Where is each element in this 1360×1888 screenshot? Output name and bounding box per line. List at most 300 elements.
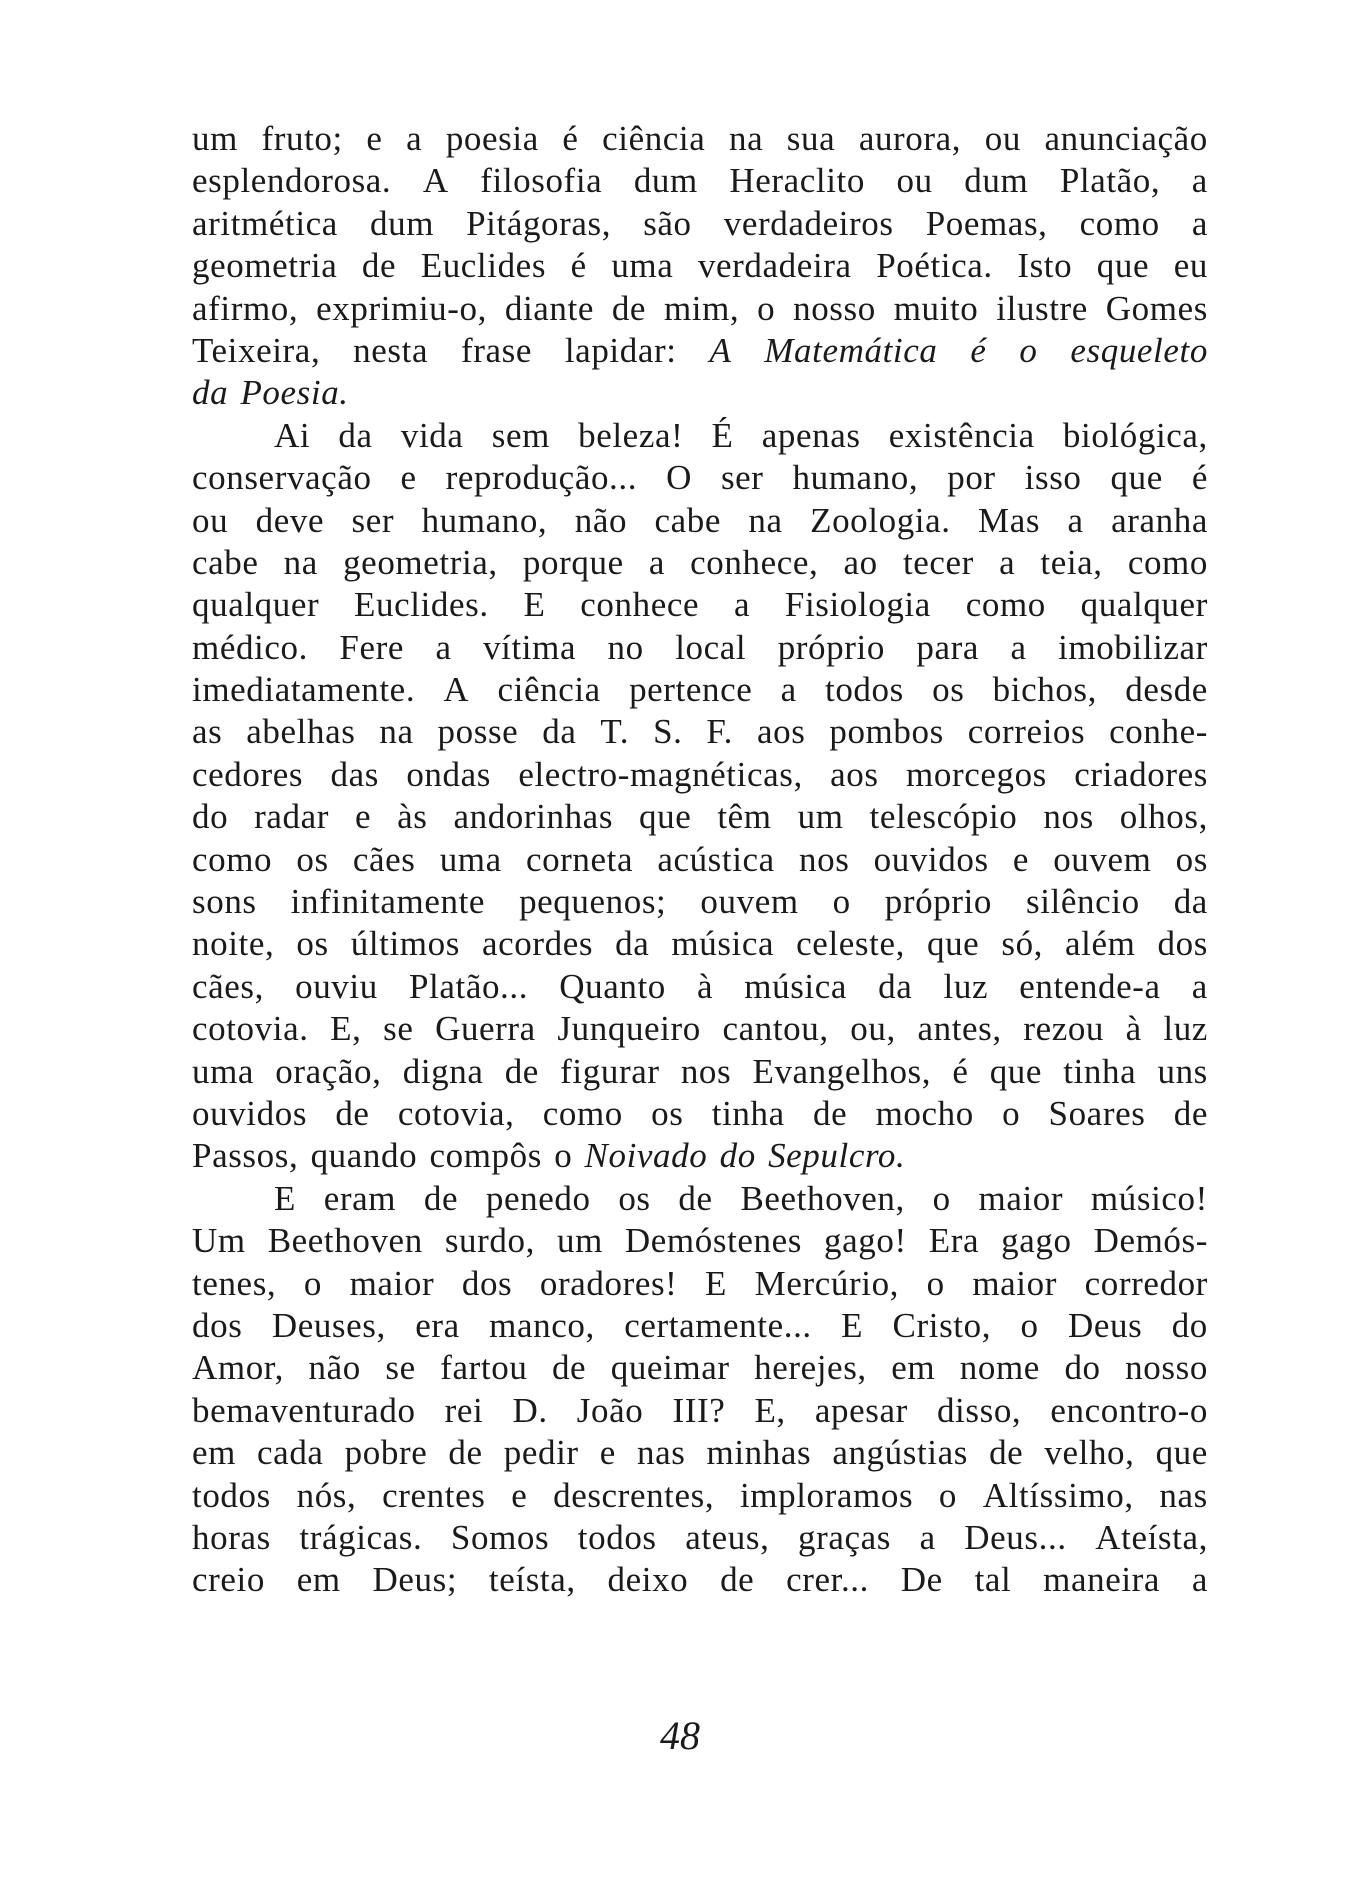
text-line: [192, 1178, 1208, 1220]
word: a: [1191, 1560, 1208, 1600]
word: de: [551, 1348, 587, 1388]
word: criadores: [1074, 754, 1208, 794]
word: para: [916, 627, 980, 667]
word: desde: [1125, 670, 1208, 710]
word: ciência: [497, 670, 601, 710]
word: o: [554, 1136, 573, 1176]
word: aranha: [1111, 500, 1208, 540]
word: celeste,: [796, 924, 905, 964]
word: esplendorosa.: [192, 161, 392, 201]
word: é: [562, 119, 579, 158]
word: geometria,: [343, 542, 498, 582]
word: Demós-: [1093, 1221, 1208, 1261]
word: as: [192, 712, 223, 752]
word: nosso: [1125, 1348, 1208, 1388]
word: conservação: [192, 458, 372, 498]
word: Poemas,: [925, 203, 1048, 243]
word: certamente...: [624, 1305, 812, 1345]
word: que: [1155, 1433, 1208, 1473]
text-line: [192, 923, 1208, 965]
word: um: [192, 119, 238, 158]
word: creio: [192, 1560, 265, 1600]
word: na: [283, 542, 318, 582]
word: D.: [512, 1390, 548, 1430]
word: pedir: [503, 1433, 579, 1473]
text-line: [192, 584, 1208, 626]
word: electro-magnéticas,: [518, 754, 803, 794]
word: penedo: [485, 1178, 591, 1218]
word: qualquer: [1080, 585, 1208, 625]
word: conhe-: [1109, 712, 1208, 752]
word: nosso: [793, 288, 876, 328]
word: pertence: [629, 670, 753, 710]
word: E,: [330, 1009, 362, 1049]
word: encontro-o: [1050, 1390, 1208, 1430]
word: conhece,: [690, 542, 819, 582]
word: o: [926, 1263, 945, 1303]
word: ser: [351, 500, 395, 540]
word: figurar: [560, 1051, 660, 1091]
word: maior: [972, 1263, 1057, 1303]
text-line: [192, 1475, 1208, 1517]
page-number: 48: [660, 1713, 700, 1758]
text-line: [192, 1263, 1208, 1305]
word: ouvem: [700, 882, 799, 922]
word: frase: [460, 330, 532, 370]
word: dos: [1157, 924, 1208, 964]
word: de: [989, 1433, 1024, 1473]
word: velho,: [1044, 1433, 1135, 1473]
word: cães: [352, 839, 416, 879]
word: é: [970, 330, 987, 370]
body-text: [192, 118, 1208, 1602]
word: poesia: [445, 119, 539, 158]
word: como: [542, 1093, 623, 1133]
word: não: [308, 1348, 361, 1388]
word: humano,: [792, 458, 919, 498]
word: apenas: [761, 415, 861, 455]
word: dum: [633, 161, 698, 201]
word: como: [1127, 542, 1208, 582]
word: E: [841, 1305, 864, 1345]
word: Deus: [1067, 1305, 1143, 1345]
word: a: [1010, 627, 1027, 667]
word: nas: [636, 1433, 686, 1473]
word: a: [780, 670, 797, 710]
word: da: [542, 712, 577, 752]
word: além: [1065, 924, 1136, 964]
word: queimar: [610, 1348, 730, 1388]
word: Beethoven: [267, 1221, 423, 1261]
word: gago: [1001, 1221, 1072, 1261]
word: dum: [370, 203, 435, 243]
word: de: [361, 246, 397, 286]
word: era: [415, 1305, 460, 1345]
word: disso,: [936, 1390, 1022, 1430]
word: a: [1191, 966, 1208, 1006]
word: Cristo,: [892, 1305, 992, 1345]
text-line: [192, 1135, 1208, 1177]
word: antes,: [917, 1009, 1002, 1049]
word: entende-a: [1019, 966, 1161, 1006]
text-line: [192, 881, 1208, 923]
word: dos: [192, 1305, 243, 1345]
word: dum: [964, 161, 1029, 201]
word: O: [666, 458, 692, 498]
word: música: [671, 924, 775, 964]
word: que: [926, 924, 980, 964]
word: ondas: [406, 754, 491, 794]
word: como: [1079, 203, 1160, 243]
word: de: [448, 1433, 483, 1473]
word: teísta,: [488, 1560, 576, 1600]
word: cotovia,: [397, 1093, 515, 1133]
word: biológica,: [1062, 415, 1208, 455]
word: cedores: [192, 754, 304, 794]
text-line: [192, 288, 1208, 330]
word: cães,: [192, 966, 264, 1006]
word: uma: [192, 1051, 255, 1091]
word: Isto: [1017, 246, 1073, 286]
word: uma: [439, 839, 502, 879]
word: gago!: [824, 1221, 907, 1261]
word: S.: [653, 712, 683, 752]
word: Noivado: [584, 1136, 708, 1176]
word: a: [919, 1517, 936, 1557]
word: que: [989, 1051, 1043, 1091]
word: afirmo,: [192, 288, 299, 328]
word: como: [192, 839, 273, 879]
word: é: [952, 1051, 969, 1091]
word: Deus...: [964, 1517, 1067, 1557]
word: na: [728, 119, 764, 158]
word: Evangelhos,: [752, 1051, 932, 1091]
word: se: [385, 1348, 416, 1388]
word: dos: [461, 1263, 513, 1303]
word: tecer: [902, 542, 974, 582]
word: ou: [984, 119, 1021, 158]
word: verdadeiros: [723, 203, 894, 243]
word: E: [705, 1263, 728, 1303]
word: da: [878, 966, 913, 1006]
text-line: [192, 1305, 1208, 1347]
text-line: [192, 1220, 1208, 1262]
word: ouvem: [1053, 839, 1152, 879]
word: qualquer: [192, 585, 320, 625]
word: fartou: [440, 1348, 528, 1388]
word: diante: [504, 288, 594, 328]
word: teia,: [1040, 542, 1103, 582]
word: e: [599, 1433, 616, 1473]
word: na: [379, 712, 414, 752]
word: Amor,: [192, 1348, 285, 1388]
text-line: [192, 796, 1208, 838]
word: aritmética: [192, 203, 338, 243]
word: Beethoven,: [740, 1178, 905, 1218]
word: Mas: [978, 500, 1041, 540]
word: apesar: [814, 1390, 908, 1430]
word: Fere: [339, 627, 405, 667]
word: noite,: [192, 924, 275, 964]
text-line: [192, 1093, 1208, 1135]
word: à: [697, 966, 714, 1006]
word: um: [797, 797, 844, 837]
word: exprimiu-o,: [316, 288, 487, 328]
word: o: [1002, 1093, 1021, 1133]
word: e: [355, 797, 372, 837]
word: Guerra: [435, 1009, 536, 1049]
word: Demóstenes: [624, 1221, 802, 1261]
word: crentes: [382, 1475, 486, 1515]
word: conhece: [580, 585, 700, 625]
word: em: [192, 1433, 236, 1473]
word: vida: [400, 415, 464, 455]
word: o: [832, 882, 851, 922]
word: por: [947, 458, 996, 498]
word: horas: [192, 1517, 271, 1557]
word: e: [1012, 839, 1029, 879]
word: da: [1173, 882, 1208, 922]
word: bemaventurado: [192, 1390, 416, 1430]
text-line: [192, 457, 1208, 499]
word: ouvidos: [873, 839, 989, 879]
word: e: [400, 458, 417, 498]
word: verdadeira: [697, 246, 852, 286]
word: corneta: [525, 839, 634, 879]
text-line: [192, 966, 1208, 1008]
word: ouviu: [295, 966, 378, 1006]
word: o: [1020, 1305, 1039, 1345]
word: Matemática: [764, 330, 938, 370]
word: Gomes: [1105, 288, 1208, 328]
word: nas: [1159, 1475, 1208, 1515]
word: do: [1171, 1305, 1208, 1345]
word: Sepulcro.: [768, 1136, 906, 1176]
word: quando: [310, 1136, 418, 1176]
word: de: [423, 1178, 459, 1218]
word: Poesia.: [240, 373, 349, 413]
word: beleza!: [578, 415, 684, 455]
text-line: [192, 1559, 1208, 1601]
word: ao: [843, 542, 878, 582]
word: angústias: [832, 1433, 968, 1473]
word: bichos,: [992, 670, 1097, 710]
text-line: [192, 1390, 1208, 1432]
word: morcegos: [906, 754, 1047, 794]
word: A: [443, 670, 470, 710]
word: oradores!: [539, 1263, 678, 1303]
word: compôs: [429, 1136, 542, 1176]
word: música: [744, 966, 848, 1006]
word: fruto;: [261, 119, 343, 158]
word: T.: [600, 712, 630, 752]
word: ouvidos: [192, 1093, 308, 1133]
word: ou,: [850, 1009, 896, 1049]
word: ateus,: [685, 1517, 770, 1557]
word: de: [678, 1178, 713, 1218]
word: à: [1125, 1009, 1142, 1049]
word: a: [648, 542, 666, 582]
word: nos: [799, 839, 850, 879]
word: Fisiologia: [784, 585, 931, 625]
word: imploramos: [739, 1475, 914, 1515]
word: a: [1191, 161, 1208, 201]
word: crer...: [786, 1560, 869, 1600]
word: Poética.: [876, 246, 993, 286]
word: tinha: [1063, 1051, 1137, 1091]
word: todos: [825, 670, 904, 710]
word: da: [615, 924, 650, 964]
word: se: [383, 1009, 414, 1049]
word: e: [511, 1475, 528, 1515]
word: infinitamente: [290, 882, 486, 922]
word: ou: [192, 500, 229, 540]
word: cantou,: [722, 1009, 829, 1049]
word: manco,: [489, 1305, 595, 1345]
word: que: [1110, 458, 1163, 498]
word: o: [1019, 330, 1038, 370]
word: abelhas: [246, 712, 356, 752]
text-line: [192, 1517, 1208, 1559]
word: luz: [943, 966, 989, 1006]
word: surdo,: [444, 1221, 535, 1261]
word: da: [338, 415, 373, 455]
word: A: [422, 161, 449, 201]
word: sua: [786, 119, 836, 158]
word: cabe: [654, 500, 721, 540]
word: um: [556, 1221, 603, 1261]
word: tal: [974, 1560, 1012, 1600]
word: Mercúrio,: [754, 1263, 900, 1303]
word: no: [607, 627, 644, 667]
word: são: [643, 203, 692, 243]
word: Ateísta,: [1095, 1517, 1208, 1557]
word: Passos,: [192, 1136, 299, 1176]
word: a: [733, 585, 751, 625]
word: Platão...: [408, 966, 529, 1006]
word: olhos,: [1119, 797, 1208, 837]
word: III?: [672, 1390, 726, 1430]
text-line: [192, 754, 1208, 796]
word: sons: [192, 882, 257, 922]
word: andorinhas: [453, 797, 614, 837]
word: e: [366, 119, 383, 158]
word: muito: [893, 288, 979, 328]
word: maior: [349, 1263, 435, 1303]
word: local: [675, 627, 747, 667]
word: A: [709, 330, 732, 370]
word: do: [719, 1136, 756, 1176]
word: pequenos;: [519, 882, 667, 922]
text-line: [192, 1051, 1208, 1093]
word: nome: [959, 1348, 1040, 1388]
word: todos: [577, 1517, 657, 1557]
word: herejes,: [754, 1348, 867, 1388]
word: os: [932, 670, 965, 710]
word: de: [1173, 1093, 1208, 1133]
word: a: [435, 627, 452, 667]
word: só,: [1001, 924, 1044, 964]
word: nesta: [353, 330, 429, 370]
word: o: [757, 288, 776, 328]
text-line: [192, 1432, 1208, 1474]
word: têm: [717, 797, 772, 837]
word: acústica: [657, 839, 775, 879]
word: na: [748, 500, 783, 540]
text-line: [192, 500, 1208, 542]
word: todos: [192, 1475, 271, 1515]
text-line: [192, 118, 1208, 160]
word: descrentes,: [553, 1475, 715, 1515]
word: aos: [830, 754, 879, 794]
word: Altíssimo,: [982, 1475, 1134, 1515]
word: cotovia.: [192, 1009, 309, 1049]
word: acordes: [481, 924, 594, 964]
text-line: [192, 203, 1208, 245]
text-line: [192, 839, 1208, 881]
word: de: [335, 1093, 370, 1133]
word: silêncio: [1026, 882, 1140, 922]
word: é: [570, 246, 587, 286]
word: Junqueiro: [557, 1009, 701, 1049]
word: geometria: [192, 246, 338, 286]
text-line: [192, 245, 1208, 287]
word: nos: [680, 1051, 732, 1091]
word: F.: [706, 712, 734, 752]
word: nós,: [296, 1475, 357, 1515]
word: que: [639, 797, 692, 837]
word: Teixeira,: [192, 330, 321, 370]
word: é: [1191, 458, 1208, 498]
text-line: [192, 1008, 1208, 1050]
word: esqueleto: [1070, 330, 1208, 370]
word: Deus;: [372, 1560, 458, 1600]
word: ser: [720, 458, 764, 498]
word: ou: [896, 161, 933, 201]
word: de: [611, 288, 647, 328]
word: De: [900, 1560, 943, 1600]
word: ciência: [602, 119, 706, 158]
word: em: [296, 1560, 341, 1600]
word: minhas: [706, 1433, 812, 1473]
word: ilustre: [996, 288, 1088, 328]
word: pombos: [829, 712, 944, 752]
word: eram: [323, 1178, 397, 1218]
text-line: [192, 160, 1208, 202]
word: Euclides: [420, 246, 547, 286]
word: vítima: [483, 627, 577, 667]
word: os: [1175, 839, 1208, 879]
word: Zoologia.: [810, 500, 951, 540]
text-line: [192, 1347, 1208, 1389]
word: Somos: [450, 1517, 550, 1557]
word: Deuses,: [271, 1305, 386, 1345]
word: tenes,: [192, 1263, 277, 1303]
word: E,: [754, 1390, 786, 1430]
word: aos: [756, 712, 806, 752]
word: mim,: [663, 288, 740, 328]
text-line: [192, 330, 1208, 372]
word: graças: [798, 1517, 892, 1557]
word: o: [938, 1475, 958, 1515]
word: E: [523, 585, 546, 625]
word: posse: [437, 712, 519, 752]
word: nos: [1043, 797, 1094, 837]
word: próprio: [777, 627, 885, 667]
text-line: [192, 372, 1208, 414]
word: médico.: [192, 627, 308, 667]
word: cabe: [192, 542, 259, 582]
